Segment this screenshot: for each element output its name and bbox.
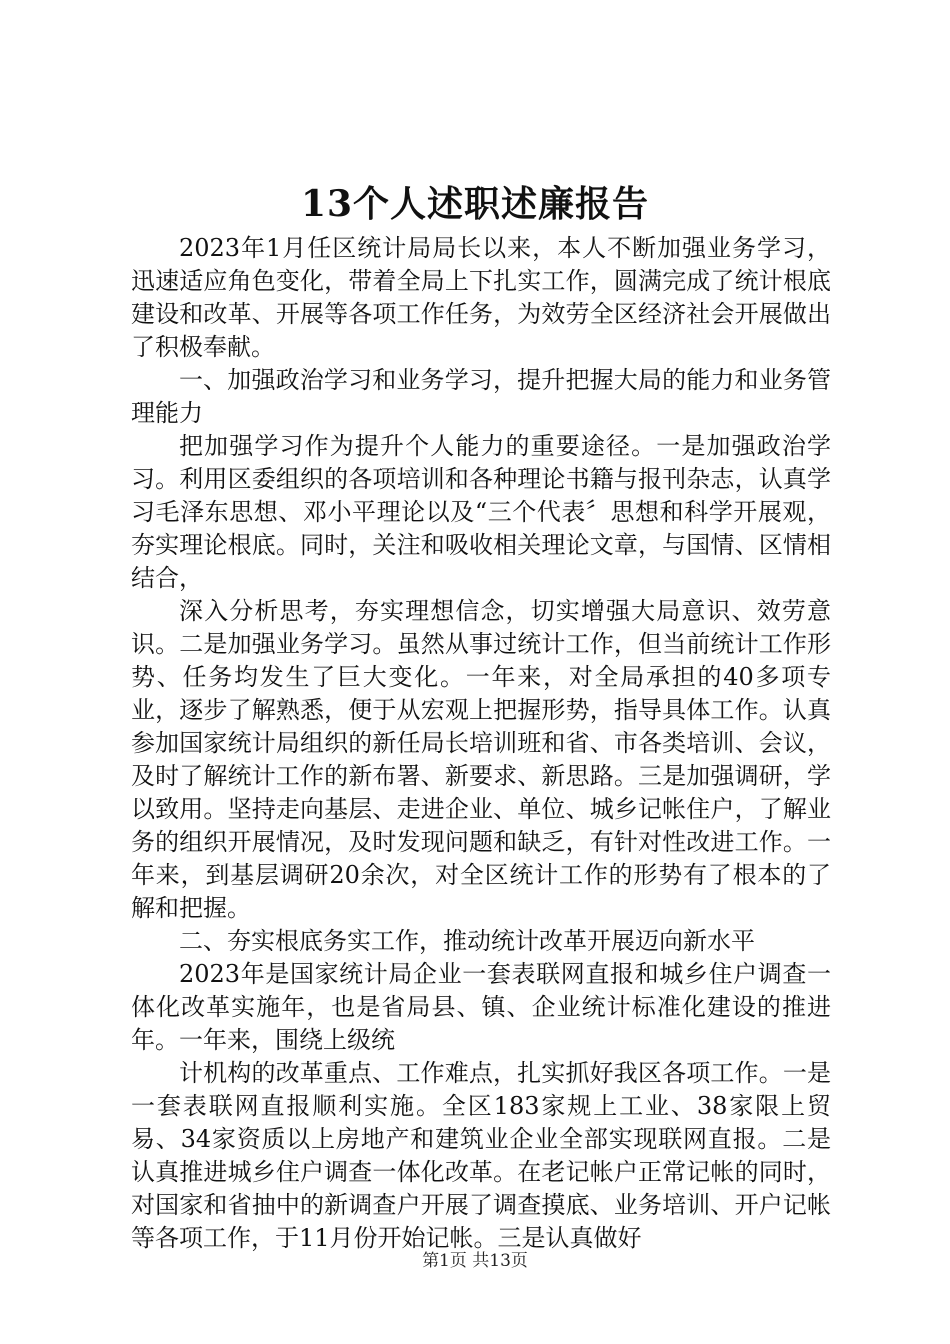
paragraph-intro: 2023年1月任区统计局局长以来，本人不断加强业务学习，迅速适应角色变化，带着全局上下扎实工作，圆满完成了统计根底建设和改革、开展等各项工作任务，为效劳全区经济社会开展做出了积极奉献。 — [131, 234, 831, 361]
paragraph-reform-1: 2023年是国家统计局企业一套表联网直报和城乡住户调查一体化改革实施年，也是省局县、镇、企业统计标准化建设的推进年。一年来，围绕上级统 — [131, 960, 831, 1054]
page-footer: 第1页 共13页 — [422, 1251, 528, 1271]
paragraph-study-1: 把加强学习作为提升个人能力的重要途径。一是加强政治学习。利用区委组织的各项培训和各种理论书籍与报刊杂志，认真学习毛泽东思想、邓小平理论以及“三个代表〞思想和科学开展观，夯实理论根底。同时，关注和吸收相关理论文章，与国情、区情相结合， — [131, 432, 831, 592]
document-body — [131, 232, 831, 1255]
section-heading-2: 二、夯实根底务实工作，推动统计改革开展迈向新水平 — [179, 927, 755, 955]
document-title: 13个人述职述廉报告 — [300, 183, 650, 225]
paragraph-reform-2: 计机构的改革重点、工作难点，扎实抓好我区各项工作。一是一套表联网直报顺利实施。全区183家规上工业、38家限上贸易、34家资质以上房地产和建筑业企业全部实现联网直报。二是认真推进城乡住户调查一体化改革。在老记帐户正常记帐的同时，对国家和省抽中的新调查户开展了调查摸底、业务培训、开户记帐等各项工作，于11月份开始记帐。三是认真做好 — [131, 1059, 831, 1252]
paragraph-study-2: 深入分析思考，夯实理想信念，切实增强大局意识、效劳意识。二是加强业务学习。虽然从事过统计工作，但当前统计工作形势、任务均发生了巨大变化。一年来，对全局承担的40多项专业，逐步了解熟悉，便于从宏观上把握形势，指导具体工作。认真参加国家统计局组织的新任局长培训班和省、市各类培训、会议，及时了解统计工作的新布署、新要求、新思路。三是加强调研，学以致用。坚持走向基层、走进企业、单位、城乡记帐住户，了解业务的组织开展情况，及时发现问题和缺乏，有针对性改进工作。一年来，到基层调研20余次，对全区统计工作的形势有了根本的了解和把握。 — [131, 597, 831, 922]
section-heading-1: 一、加强政治学习和业务学习，提升把握大局的能力和业务管理能力 — [131, 366, 831, 427]
